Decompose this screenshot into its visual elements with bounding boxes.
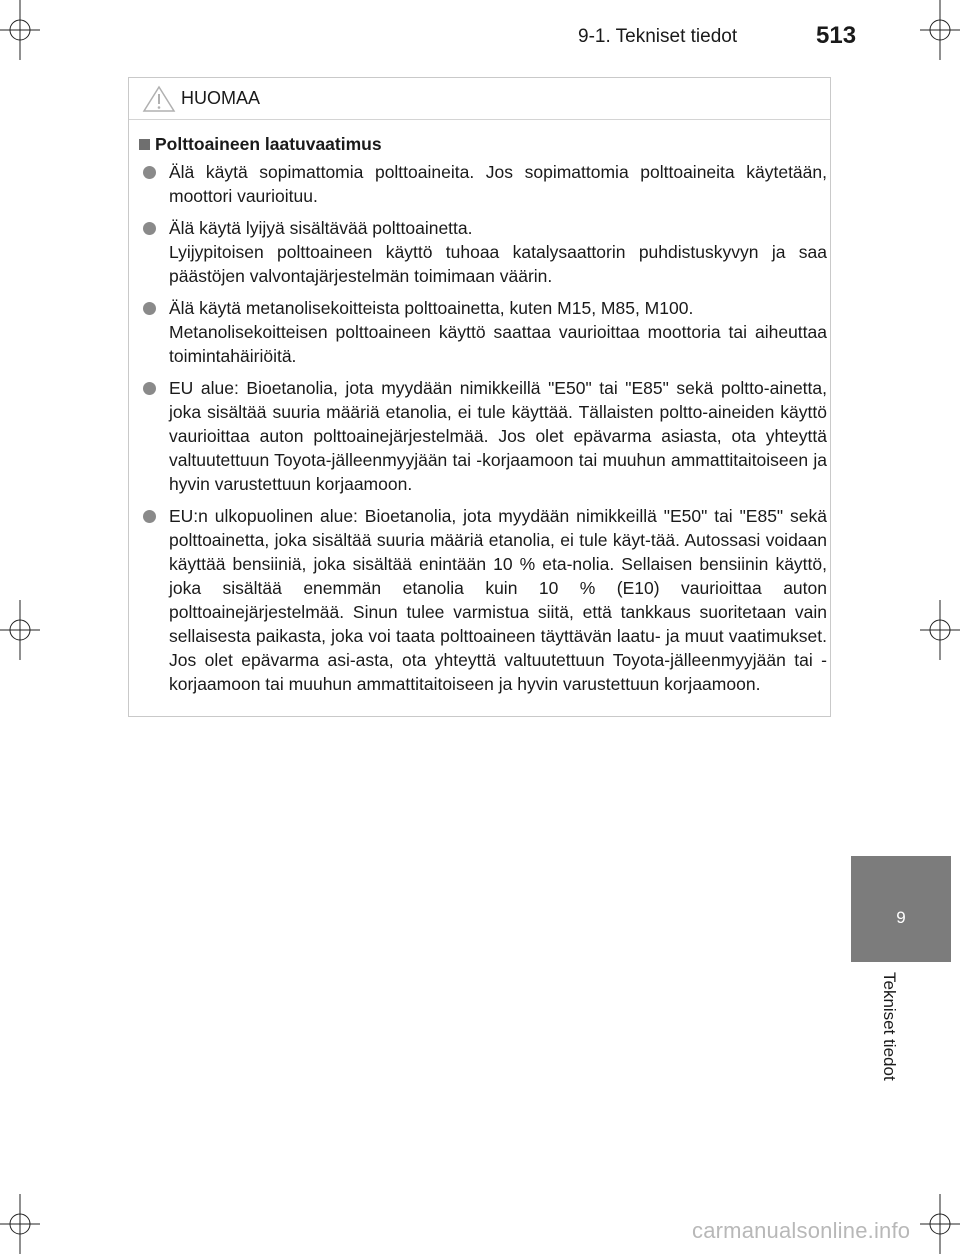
chapter-label-text: Tekniset tiedot [880,972,899,1081]
notice-title: HUOMAA [181,88,261,108]
notice-box [128,77,831,717]
list-item-text: EU alue: Bioetanolia, jota myydään nimikkeillä "E50" tai "E85" sekä poltto-ainetta, joka sisältää suuria määriä etanolia, ei tule käyttää. Tällaisten poltto-aineiden käyttö vaurioittaa auton polttoainejärjestelmää. Jos olet epävarma asiasta, ota yhteyttä valtuutettuun Toyota-jälleenmyyjään tai -korjaamoon tai muuhun ammattitaitoiseen ja hyvin varustettuun korjaamoon. [169,378,827,494]
circle-bullet-icon [143,222,156,235]
chapter-number: 9 [896,908,906,927]
crop-mark-bottom-right [920,1194,960,1254]
list-item-text: EU:n ulkopuolinen alue: Bioetanolia, jota myydään nimikkeillä "E50" tai "E85" sekä polttoainetta, joka sisältää suuria määriä etanolia, ei tule käyt-tää. Autossasi voidaan käyttää bensiiniä, joka sisältää enintään 10 % eta-nolia. Sellaisen bensiinin käyttö, joka sisältää enemmän etanolia kuin 10 % (E10) vaurioittaa auton polttoainejärjestelmää. Sinun tulee varmistua siitä, että tankkaus suoritetaan vain sellaisesta paikasta, joka voi taata polttoaineen täyttävän laatu- ja muut vaatimukset. Jos olet epävarma asi-asta, ota yhteyttä valtuutettuun Toyota-jälleenmyyjään tai -korjaamoon tai muuhun ammattitaitoiseen ja hyvin varustettuun korjaamoon. [169,506,827,694]
list-item-text: Lyijypitoisen polttoaineen käyttö tuhoaa katalysaattorin puhdistuskyvyn ja saa päästöjen valvontajärjestelmän toimimaan väärin. [169,242,827,286]
list-item-text: Metanolisekoitteisen polttoaineen käyttö saattaa vaurioittaa moottoria tai aiheuttaa toimintahäiriöitä. [169,322,827,366]
page-number: 513 [816,22,857,49]
warning-triangle-icon [142,85,176,118]
chapter-label [876,972,906,1204]
circle-bullet-icon [143,382,156,395]
crop-mark-top-right [920,0,960,60]
list-item [143,216,827,288]
list-item [143,160,827,208]
list-item [143,296,827,368]
list-item [143,504,827,696]
notice-items [143,160,827,704]
chapter-tab [851,856,951,962]
list-item-text: Älä käytä metanolisekoitteista polttoainetta, kuten M15, M85, M100. [169,298,694,318]
notice-header [129,78,830,120]
section-heading [139,134,382,155]
list-item-text: Älä käytä lyijyä sisältävää polttoainetta. [169,218,473,238]
list-item [143,376,827,496]
circle-bullet-icon [143,302,156,315]
watermark: carmanualsonline.info [692,1218,911,1243]
header-section-title: 9-1. Tekniset tiedot [578,26,738,47]
crop-mark-mid-right [920,600,960,660]
crop-mark-bottom-left [0,1194,40,1254]
circle-bullet-icon [143,166,156,179]
square-bullet-icon [139,139,150,150]
crop-mark-top-left [0,0,40,60]
crop-mark-mid-left [0,600,40,660]
list-item-text: Älä käytä sopimattomia polttoaineita. Jos sopimattomia polttoaineita käytetään, moottori vaurioituu. [169,162,827,206]
circle-bullet-icon [143,510,156,523]
section-heading-text: Polttoaineen laatuvaatimus [155,134,382,154]
